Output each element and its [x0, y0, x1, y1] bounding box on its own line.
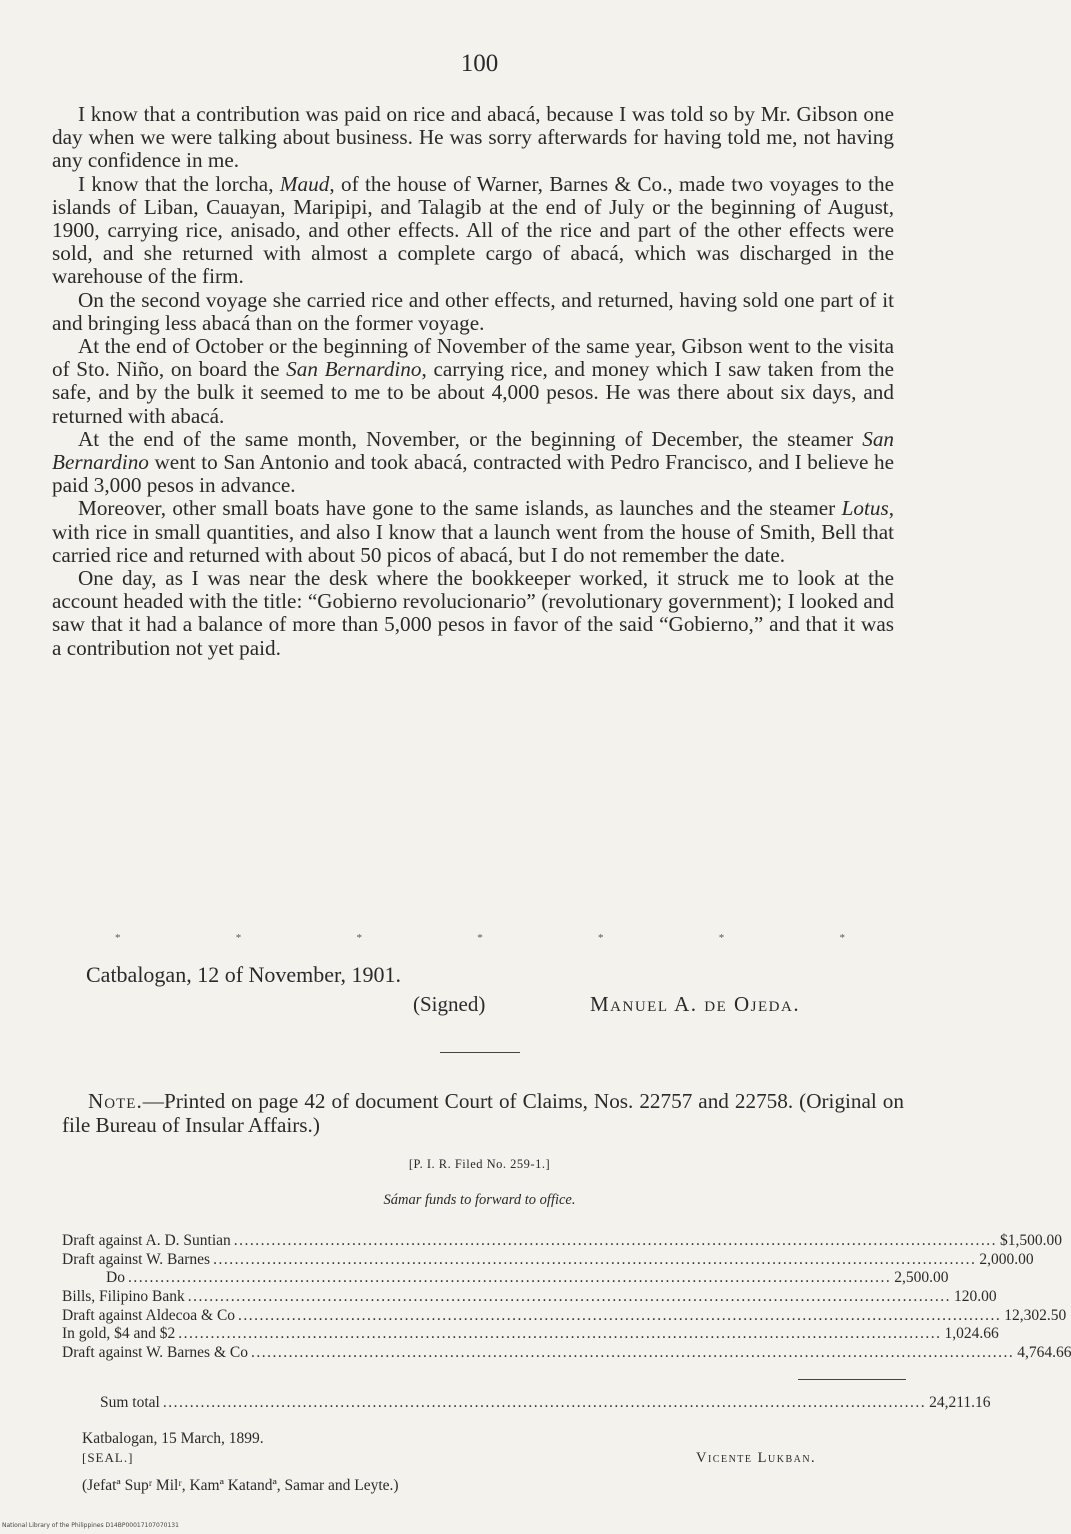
sum-amount: 24,211.16	[929, 1394, 991, 1411]
star-mark: *	[598, 932, 604, 944]
body-paragraph	[52, 103, 894, 173]
body-paragraph	[52, 567, 894, 660]
body-paragraph	[52, 428, 894, 498]
italic-name: San Bernardino	[52, 426, 894, 475]
text-run: At the end of October or the beginning of November of the same year, Gibson went to the visita of Sto. Niño, on board the	[52, 334, 894, 382]
star-mark: *	[115, 932, 121, 944]
star-mark: *	[839, 932, 845, 944]
ledger-amount: 4,764.66	[1017, 1344, 1071, 1362]
italic-name: Lotus	[841, 496, 889, 521]
ledger-label: Draft against Aldecoa & Co	[62, 1306, 236, 1324]
ledger-row	[62, 1344, 1071, 1363]
leader-dots: ..............................................................................................................................................	[238, 1306, 1002, 1324]
divider-rule	[440, 1052, 520, 1053]
ledger-label: Draft against W. Barnes & Co	[62, 1344, 248, 1362]
note-text: —Printed on page 42 of document Court of Claims, Nos. 22757 and 22758. (Original on file Bureau of Insular Affairs.)	[62, 1089, 904, 1137]
ledger-table	[62, 1232, 1071, 1363]
ledger-row	[62, 1325, 999, 1344]
leader-dots: ..............................................................................................................................................	[187, 1288, 951, 1306]
ledger-label: Draft against W. Barnes	[62, 1250, 211, 1268]
italic-name: San Bernardino	[286, 357, 422, 382]
ledger-amount: 1,024.66	[944, 1325, 999, 1343]
leader-dots: ..............................................................................................................................................	[213, 1250, 977, 1268]
ledger-amount: 2,000.00	[979, 1250, 1034, 1268]
signer-name: Manuel A. de Ojeda.	[590, 992, 801, 1016]
ledger-label: Bills, Filipino Bank	[62, 1288, 185, 1306]
text-run: I know that a contribution was paid on rice and abacá, because I was told so by Mr. Gibson one day when we were talking about business. He was sorry afterwards for having told me, not having any confidence in me.	[52, 102, 894, 173]
page-number: 100	[460, 50, 499, 77]
ledger-amount: $1,500.00	[1000, 1232, 1063, 1249]
ledger-row	[62, 1306, 1067, 1326]
body-paragraph	[52, 497, 894, 567]
ledger-title: Sámar funds to forward to office.	[383, 1192, 576, 1208]
star-mark: *	[718, 932, 725, 944]
text-run: went to San Antonio and took abacá, contracted with Pedro Francisco, and I believe he paid 3,000 pesos in advance.	[52, 450, 894, 498]
sum-rule	[798, 1379, 906, 1380]
body-paragraph	[52, 173, 894, 289]
note-paragraph	[62, 1090, 904, 1137]
ledger-row	[62, 1288, 997, 1307]
leader-dots: ..............................................................................................................................................	[250, 1344, 1015, 1362]
italic-name: Maud	[279, 171, 330, 196]
text-run: , carrying rice, and money which I saw taken from the safe, and by the bulk it seemed to me to be about 4,000 pesos. He was there about six days, and returned with abacá.	[52, 357, 894, 428]
seal-mark: [SEAL.]	[82, 1450, 134, 1465]
text-run: I know that the lorcha,	[78, 171, 280, 196]
ledger-row	[62, 1269, 949, 1288]
ledger-label: In gold, $4 and $2	[62, 1325, 176, 1343]
ledger-row	[62, 1232, 1063, 1251]
footer-credit: National Library of the Philippines D14BP00017107070131	[2, 1522, 179, 1529]
place-date: Catbalogan, 12 of November, 1901.	[86, 962, 401, 987]
ledger-amount: 2,500.00	[894, 1269, 949, 1287]
text-run: , with rice in small quantities, and also I know that a launch went from the house of Smith, Bell that carried rice and returned with about 50 picos of abacá, but I do not remember the date.	[52, 496, 894, 567]
text-run: One day, as I was near the desk where the bookkeeper worked, it struck me to look at the account headed with the title: “Gobierno revolucionario” (revolutionary government); I looked and saw that it had a balance of more than 5,000 pesos in favor of the said “Gobierno,” and that it was a contribution not yet paid.	[52, 566, 894, 660]
ledger-sum-row	[62, 1394, 991, 1413]
ledger-label: Draft against A. D. Suntian	[62, 1232, 231, 1249]
sum-leader-dots: ..............................................................................................................................................	[162, 1394, 927, 1411]
office-line: (Jefatª Supʳ Milʳ, Kamª Katandª, Samar and Leyte.)	[82, 1477, 399, 1494]
ledger-label: Do	[106, 1269, 125, 1287]
leader-dots: ..............................................................................................................................................	[127, 1269, 892, 1287]
leader-dots: ..............................................................................................................................................	[178, 1325, 942, 1343]
section-break-stars	[115, 932, 845, 944]
filing-reference: [P. I. R. Filed No. 259-1.]	[408, 1157, 551, 1171]
seal-signer: Vicente Lukban.	[696, 1450, 817, 1466]
text-run: , of the house of Warner, Barnes & Co., made two voyages to the islands of Liban, Cauayan, Maripipi, and Talagib at the end of July or the beginning of August, 1900, carrying rice, anisado, and other effects. All of the rice and part of the other effects were sold, and she returned with almost a complete cargo of abacá, which was discharged in the warehouse of the firm.	[52, 171, 894, 289]
text-run: On the second voyage she carried rice and other effects, and returned, having sold one part of it and bringing less abacá than on the former voyage.	[52, 287, 894, 335]
note-lead: Note.	[88, 1089, 143, 1113]
ledger-amount: 12,302.50	[1004, 1306, 1067, 1324]
leader-dots: ..............................................................................................................................................	[233, 1232, 998, 1249]
text-run: Moreover, other small boats have gone to the same islands, as launches and the steamer	[78, 496, 842, 521]
ledger-amount: 120.00	[953, 1288, 997, 1306]
body-paragraph	[52, 335, 894, 428]
signed-label: (Signed)	[413, 992, 486, 1016]
star-mark: *	[356, 932, 362, 944]
sum-label: Sum total	[100, 1394, 160, 1411]
katbalogan-date: Katbalogan, 15 March, 1899.	[82, 1430, 264, 1447]
star-mark: *	[235, 932, 242, 944]
ledger-row	[62, 1250, 1034, 1270]
text-run: At the end of the same month, November, or the beginning of December, the steamer	[78, 426, 863, 451]
body-paragraph	[52, 289, 894, 335]
body-text	[52, 103, 894, 660]
star-mark: *	[477, 932, 483, 944]
